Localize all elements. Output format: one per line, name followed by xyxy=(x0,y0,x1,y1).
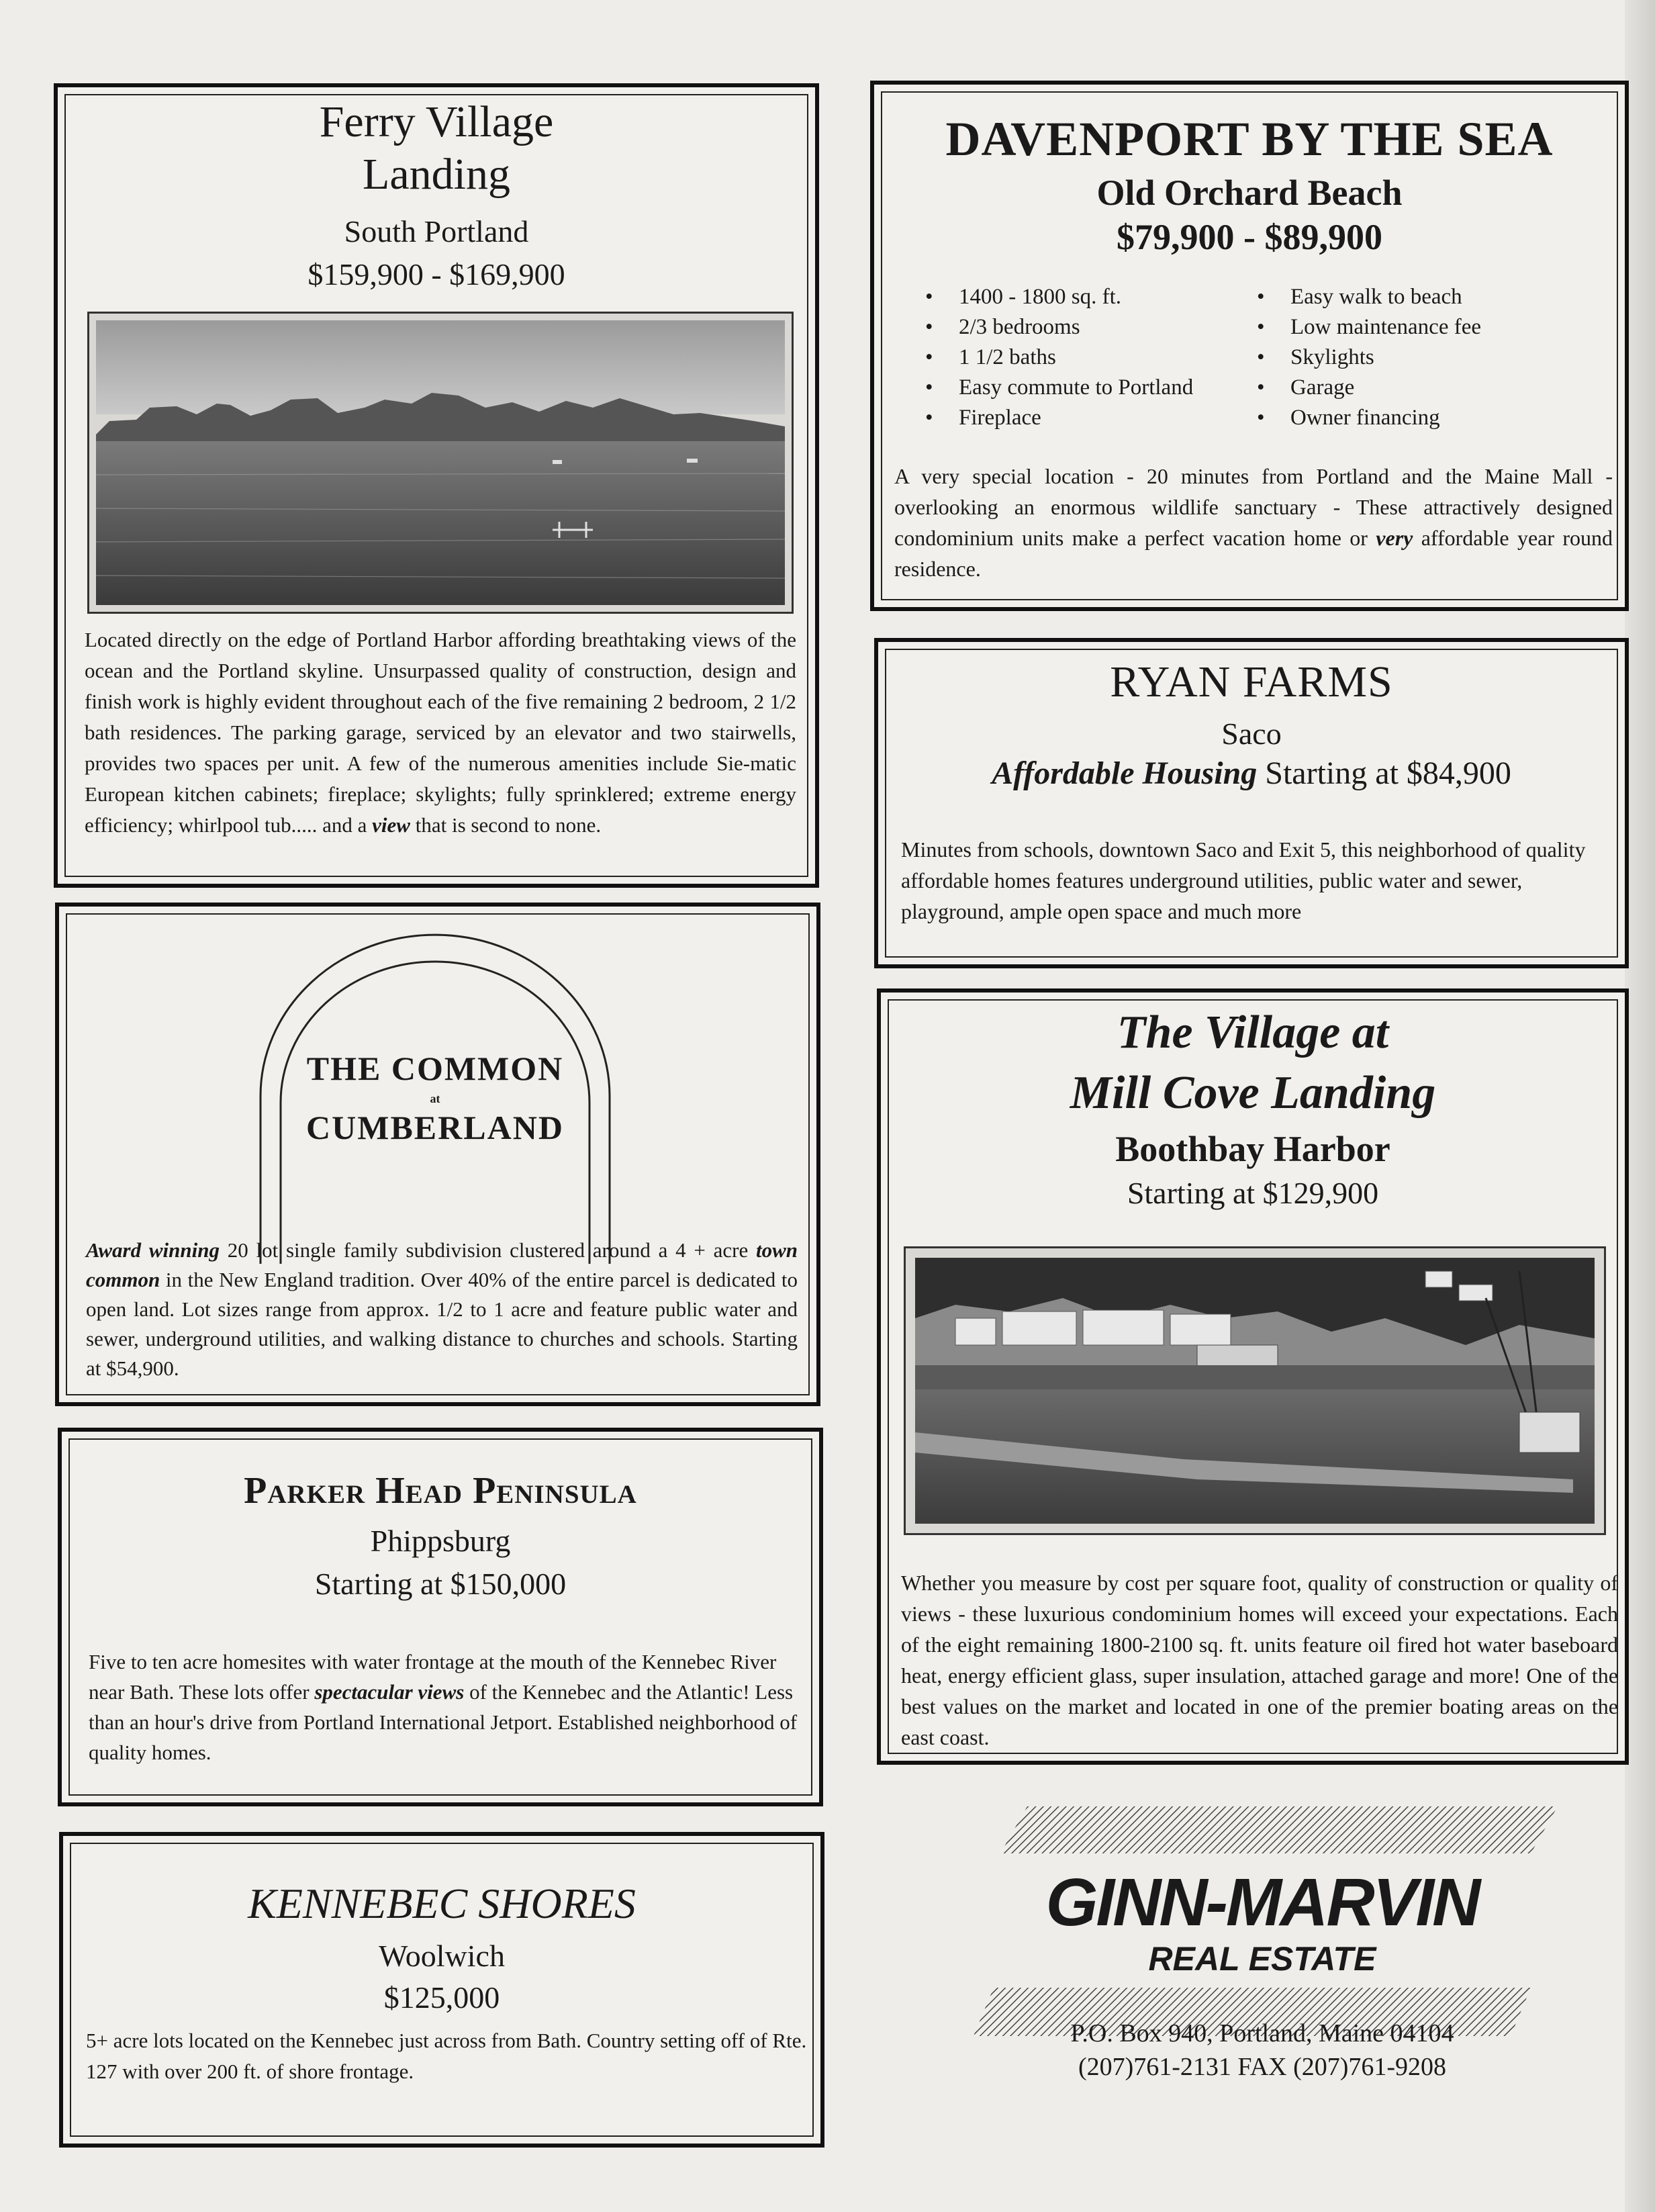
ginn-phone-line: (207)761-2131 FAX (207)761-9208 xyxy=(1078,2053,1447,2081)
parker-description: Five to ten acre homesites with water frontage at the mouth of the Kennebec River near Bath. These lots offer spectacular views of the Kennebec and the Atlantic! Less than an hour's drive from Portland International Jetport. Established neighborhood of quality homes. xyxy=(89,1650,798,1764)
davenport-title: DAVENPORT BY THE SEA xyxy=(945,112,1554,166)
ad-common-cumberland xyxy=(55,903,820,1406)
davenport-location: Old Orchard Beach xyxy=(1096,173,1403,213)
common-description: Award winning 20 lot single family subdivision clustered around a 4 + acre town common in the New England tradition. Over 40% of the entire parcel is dedicated to open land. Lot sizes range from approx. 1/2 to 1 acre and feature public water and sewer, underground utilities, and walking distance to churches and schools. Starting at $54,900. xyxy=(86,1238,798,1380)
kennebec-description: 5+ acre lots located on the Kennebec just across from Bath. Country setting off of Rte. 127 with over 200 ft. of shore frontage. xyxy=(86,2029,807,2083)
parker-price: Starting at $150,000 xyxy=(314,1567,567,1601)
ferry-title-1: Ferry Village xyxy=(319,97,554,146)
parker-title: Parker Head Peninsula xyxy=(244,1470,637,1512)
ferry-price: $159,900 - $169,900 xyxy=(308,257,565,291)
ryan-location: Saco xyxy=(1221,717,1282,751)
cove-photo xyxy=(904,1246,1606,1535)
feature-item: • Garage xyxy=(1257,373,1593,403)
ryan-title: RYAN FARMS xyxy=(1110,657,1393,706)
ad-parker-head xyxy=(58,1428,823,1806)
features-right xyxy=(1257,282,1593,433)
ginn-sub: REAL ESTATE xyxy=(1148,1940,1376,1978)
ginn-address-line: P.O. Box 940, Portland, Maine 04104 xyxy=(1070,2019,1454,2047)
ryan-description: Minutes from schools, downtown Saco and Exit 5, this neighborhood of quality affordable homes features underground utilities, public water and sewer, playground, ample open space and much more xyxy=(901,837,1586,923)
feature-item: • 1400 - 1800 sq. ft. xyxy=(925,282,1247,312)
feature-item: • 2/3 bedrooms xyxy=(925,312,1247,342)
ad-davenport xyxy=(870,81,1629,611)
feature-item: • Fireplace xyxy=(925,403,1247,433)
feature-item: • Low maintenance fee xyxy=(1257,312,1593,342)
ad-mill-cove xyxy=(877,988,1629,1765)
ferry-title-2: Landing xyxy=(363,150,510,199)
feature-item: • Easy walk to beach xyxy=(1257,282,1593,312)
millcove-description: Whether you measure by cost per square foot, quality of construction or quality of views - these luxurious condominium homes will exceed your expectations. Each of the eight remaining 1800-2100 sq. ft. units feature oil fired hot water baseboard heat, energy efficient glass, super insulation, attached garage and more! One of the best values on the market and located in one of the premier boating areas on the east coast. xyxy=(901,1571,1618,1749)
feature-item: • Easy commute to Portland xyxy=(925,373,1247,403)
ad-ryan-farms xyxy=(874,638,1629,968)
harbor-photo xyxy=(87,312,794,614)
ad-ferry-village xyxy=(54,83,819,888)
kennebec-title: KENNEBEC SHORES xyxy=(248,1880,636,1927)
parker-location: Phippsburg xyxy=(370,1524,511,1558)
hatch-band-top xyxy=(967,1806,1558,1867)
ginn-name: GINN-MARVIN xyxy=(1045,1865,1479,1940)
arch-logo xyxy=(254,928,616,1264)
feature-item: • 1 1/2 baths xyxy=(925,342,1247,373)
millcove-title-2: Mill Cove Landing xyxy=(1070,1067,1436,1119)
kennebec-location: Woolwich xyxy=(379,1939,505,1973)
millcove-location: Boothbay Harbor xyxy=(1115,1129,1390,1169)
arch-line1: THE COMMON xyxy=(306,1050,564,1087)
features-left xyxy=(925,282,1247,433)
davenport-description: A very special location - 20 minutes from Portland and the Maine Mall - overlooking an enormous wildlife sanctuary - These attractively designed condominium units make a perfect vacation home or very affordable year round residence. xyxy=(894,464,1613,581)
ferry-description: Located directly on the edge of Portland Harbor affording breathtaking views of the ocean and the Portland skyline. Unsurpassed quality of construction, design and finish work is highly evident throughout each of the five remaining 2 bedroom, 2 1/2 bath residences. The parking garage, serviced by an elevator and two stairwells, provides two spaces per unit. A few of the numerous amenities include Sie-matic European kitchen cabinets; fireplace; skylights; fully sprinklered; extreme energy efficiency; whirlpool tub..... and a view that is second to none. xyxy=(85,628,796,837)
ad-kennebec-shores xyxy=(59,1832,824,2148)
arch-line2: CUMBERLAND xyxy=(306,1109,564,1146)
ryan-tagline: Affordable Housing Starting at $84,900 xyxy=(992,755,1511,791)
millcove-title-1: The Village at xyxy=(1117,1007,1389,1058)
feature-item: • Owner financing xyxy=(1257,403,1593,433)
kennebec-price: $125,000 xyxy=(383,1980,500,2015)
arch-at: at xyxy=(430,1092,440,1105)
davenport-price: $79,900 - $89,900 xyxy=(1117,217,1382,257)
ferry-location: South Portland xyxy=(344,214,529,248)
page-edge-shadow xyxy=(1625,0,1655,2212)
feature-item: • Skylights xyxy=(1257,342,1593,373)
millcove-price: Starting at $129,900 xyxy=(1127,1176,1379,1210)
